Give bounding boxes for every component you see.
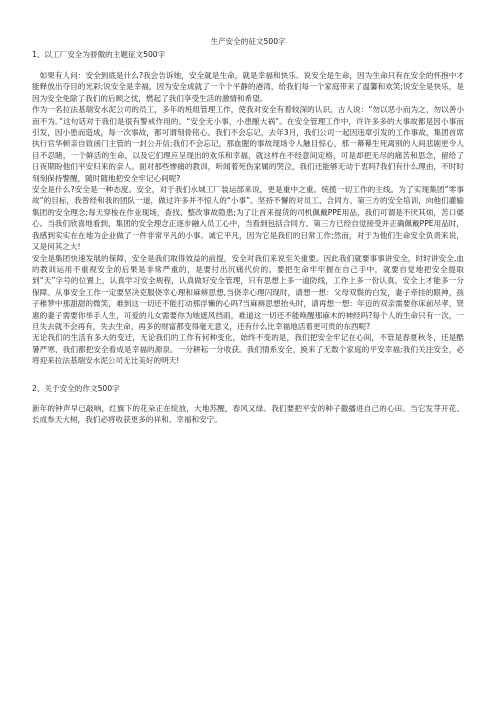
section-1-heading: 1、以工厂安全为骄傲的主题征文500字: [32, 50, 166, 59]
section-2-paragraph-1: 新年的钟声早已敲响，红旗下的花朵正在绽放，大地苏醒，春风又绿。我们要把平安的种子撒播进自己的心田。当它发芽开花、长成参天大树，我们必将收获更多的祥和、幸福和安宁。: [32, 403, 464, 424]
section-2-heading: 2、关于安全的作文500字: [32, 383, 120, 393]
section-1-paragraph-3: 安全是什么?安全是一种态度。安全，对于我们水城工厂装运部来说，更是重中之重。统揽一切工作的主线。为了实现集团“零事故”的目标，我曾经和我的团队一道，做过许多并不惊人的“小事”。坚持不懈的对员工、合同方、第三方的安全培训，向他们灌输集团的安全理念;每天穿梭在作业现场，查找、整改事故隐患;为了让首来提货的司机佩戴PPE用品，我们可谓是不厌其烦，苦口婆心。当我们欣喜地看到，集团的安全理念正逐步融入员工心中，当看到包括合同方、第三方已经自觉接受并正确佩戴PPE用品时，我感到实实在在地为企业做了一件非常平凡的小事。诚它平凡，因为它是我们的日常工作;然而，对于为他们生命安全负责来说，又是何其之大!: [32, 185, 464, 252]
document-title: 生产安全的征文500字: [210, 37, 286, 46]
section-1: [32, 49, 464, 367]
section-1-paragraph-1: 如果有人问：安全到底是什么?我会告诉她，安全就是生命，就是幸福和快乐。说安全是生命，因为生命只有在安全的怀抱中才能释放出夺目的光彩;说安全是幸福，因为安全成就了一个个平静的港湾，给我们每一个家庭带来了温馨和欢笑;说安全是快乐，是因为安全免除了我们的后顾之忧，燃起了我们享受生活的激情和希望。: [32, 71, 464, 103]
section-1-paragraph-4: 安全是集团快速发展的保障，安全是我们取得效益的前提，安全对我们来说至关重要。因此我们就要事事讲安全，时时讲安全,血的教训运用不重视安全的后果是非常严重的，是要付出沉痛代价的。要把生命牢牢握在自己手中，就要自觉地把安全提取到“天”字号的位置上，认真学习安全规程，认真做好安全管理，只有思想上多一道防线，工作上多一份认真，安全上才能多一分保障。从事安全工作一定要坚决克服侥幸心理和麻痹思想,当侥幸心理闪现时，请想一想：父母双鬓的白发，妻子牵挂的眼神，孩子稚梦中那甜甜的微笑，难到这一切还不能打动那浮懒的心吗?当麻痹思想抬头时，请再想一想：年迈的双亲需要你床前尽孝，贤惠的妻子需要你举手人生，可爱的儿女需要你为她遮风挡雨，难道这一切还不能唤醒那麻木的神经吗?每个人的生命只有一次，一旦失去就不会再有，失去生命，再多的财富都变得毫无意义，还有什么比幸福地活着更可贵的东西呢?: [32, 253, 464, 331]
section-2: [32, 383, 464, 426]
section-1-paragraph-2: 作为一名拉法基瑞安水泥公司的员工，多年的班组管理工作，使我对安全有着较深的认识。古人说：“勿以恶小而为之，勿以善小而不为。”这句话对于我们是很有警戒作用的。“安全无小事，小患酿大祸”。在安全管理工作中，许许多多的大事故都是因小事而引发，因小患而造成，每一次事故，都可谓刻骨铭心。我们不会忘记，去年3月，我们公司一起因违章引发的工作事故，集团首席执行官华顿亲自致函门主管的一封公开信;我们不会忘记，那血腥的事故现场令人触目惊心，那一幕幕生死离别的人间悲剧更令人目不忍睹，一个鲜活的生命，以及它们理应呈现出的欢乐和幸福，就这样在不经意间定格，可是却把无尽的痛苦和思念，留给了日夜期盼他们平安归来的亲人。面对那些惨痛的教训，听闻着死伤家属的哭泣，我们还能够无动于衷吗?我们有什么理由，不时时刻刻保持警醒，随时随地把安全牢记心间呢?: [32, 105, 464, 183]
section-1-paragraph-5: 无论我们的生活有多大的变迁，无论我们的工作有何种变化，始终不变的是，我们把安全牢记在心间，不管是春夏秋冬，还是酷暑严寒，我们都把安全看成是幸福的源泉。一分耕耘一分收获。我们情系安全，换来了无数个家庭的平安幸福;我们关注安全，必将迎来拉法基瑞安水泥公司无比美好的明天!: [32, 333, 464, 366]
